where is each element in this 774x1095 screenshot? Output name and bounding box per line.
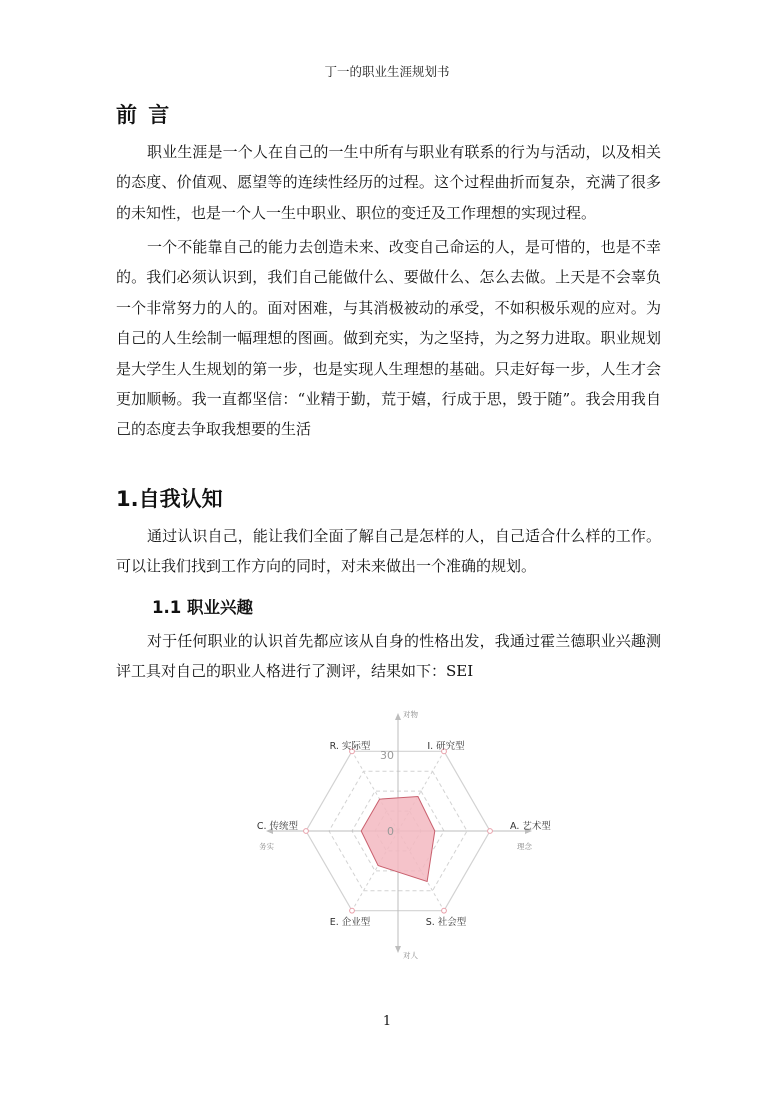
radar-vertex-marker <box>442 908 447 913</box>
preface-paragraph-2: 一个不能靠自己的能力去创造未来、改变自己命运的人，是可惜的，也是不幸的。我们必须认识到，我们自己能做什么、要做什么、怎么去做。上天是不会辜负一个非常努力的人的。面对困难，与其消极被动的承受，不如积极乐观的应对。为自己的人生绘制一幅理想的图画。做到充实，为之坚持，为之努力进取。职业规划是大学生人生规划的第一步，也是实现人生理想的基础。只走好每一步，人生才会更加顺畅。我一直都坚信：“业精于勤，荒于嬉，行成于思，毁于随”。我会用我自己的态度去争取我想要的生活 <box>116 238 661 439</box>
radar-axis-end-label: 理念 <box>517 842 532 851</box>
running-header: 丁一的职业生涯规划书 <box>324 64 450 79</box>
radar-vertex-marker <box>488 829 493 834</box>
section-heading-self-awareness: 1.自我认知 <box>116 487 223 511</box>
radar-axis-label: E. 企业型 <box>329 917 371 928</box>
radar-axis-label: R. 实际型 <box>329 741 371 752</box>
radar-axis-end-label: 对人 <box>403 951 418 960</box>
radar-vertex-marker <box>304 829 309 834</box>
radar-axis-label: I. 研究型 <box>427 741 465 752</box>
subsection-paragraph-interest: 对于任何职业的认识首先都应该从自身的性格出发，我通过霍兰德职业兴趣测评工具对自己的职业人格进行了测评，结果如下：SEI <box>116 632 661 681</box>
arrow-up-icon <box>395 713 401 720</box>
radar-axis-label: C. 传统型 <box>256 821 298 832</box>
radar-axis-label: S. 社会型 <box>425 917 467 928</box>
holland-radar-chart <box>245 700 551 970</box>
section-paragraph-self-awareness: 通过认识自己，能让我们全面了解自己是怎样的人，自己适合什么样的工作。可以让我们找到工作方向的同时，对未来做出一个准确的规划。 <box>116 527 661 576</box>
radar-axis-label: A. 艺术型 <box>510 821 551 832</box>
arrow-down-icon <box>395 946 401 953</box>
subsection-heading-interest: 1.1 职业兴趣 <box>152 598 253 617</box>
radar-axis-end-label: 对物 <box>403 710 418 719</box>
preface-paragraph-1: 职业生涯是一个人在自己的一生中所有与职业有联系的行为与活动，以及相关的态度、价值观、愿望等的连续性经历的过程。这个过程曲折而复杂，充满了很多的未知性，也是一个人一生中职业、职位的变迁及工作理想的实现过程。 <box>116 143 661 222</box>
page-number: 1 <box>382 1014 392 1029</box>
radar-tick-label: 30 <box>380 749 394 762</box>
preface-heading: 前 言 <box>116 103 172 127</box>
radar-data-area <box>361 796 435 881</box>
radar-axis-end-label: 务实 <box>259 842 274 851</box>
radar-tick-label: 0 <box>387 825 394 838</box>
radar-vertex-marker <box>350 908 355 913</box>
